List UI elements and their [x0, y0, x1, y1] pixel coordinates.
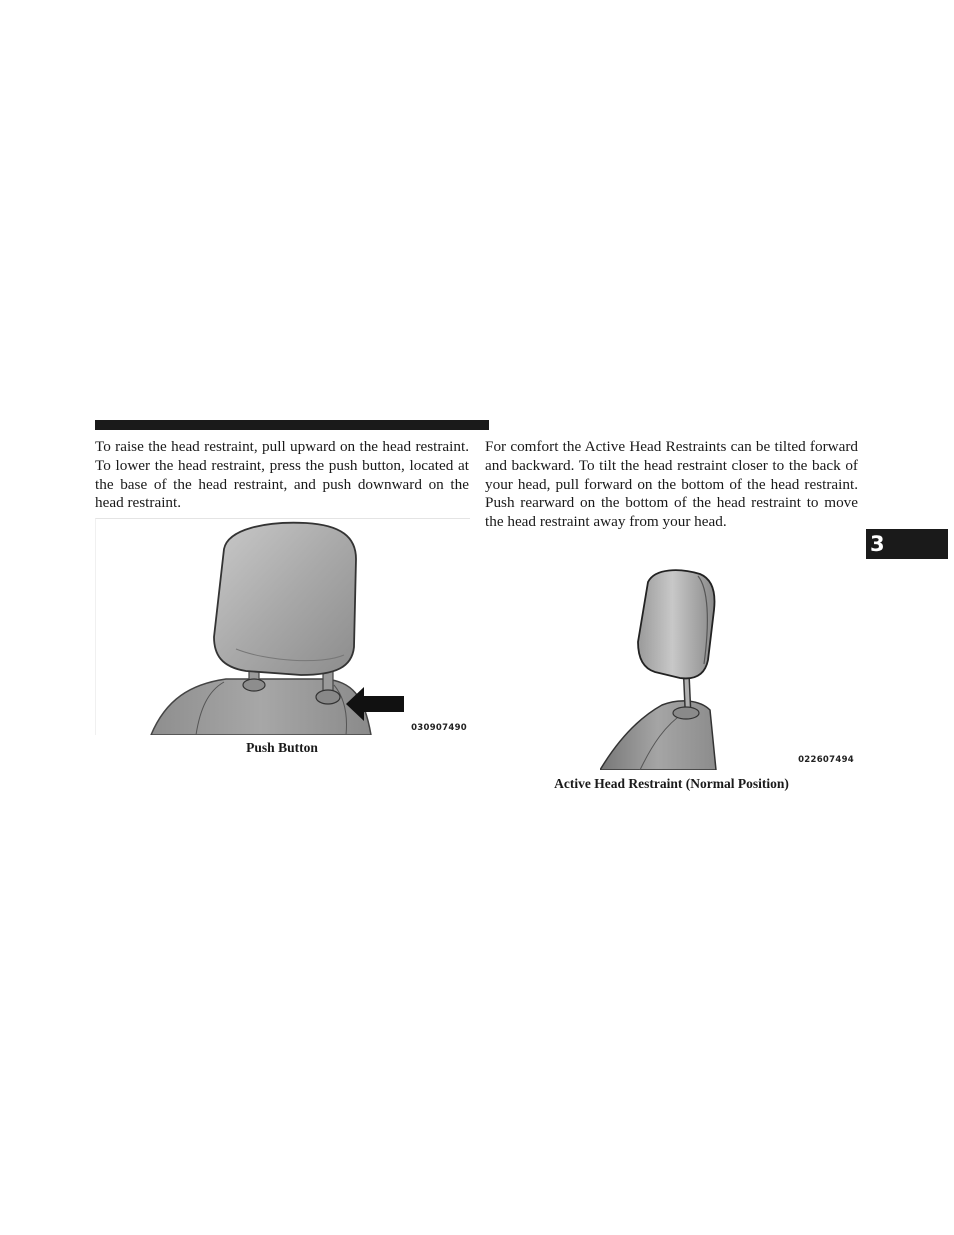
right-paragraph: For comfort the Active Head Restraints can be tilted forward and backward. To tilt the head restraint closer to the back of your head, pull forward on the bottom of the head restraint. Push rearward on the bottom of the head restraint to move the head restraint away from your head. [485, 438, 858, 531]
figure-code: 022607494 [798, 755, 854, 765]
push-button-figure [95, 518, 470, 735]
active-head-restraint-figure [600, 560, 858, 770]
active-head-restraint-illustration [600, 560, 858, 770]
head-restraint-illustration [96, 519, 470, 735]
left-paragraph: To raise the head restraint, pull upward on the head restraint. To lower the head restraint, press the push button, located at the base of the head restraint, and push downward on the head restraint. [95, 438, 469, 512]
figure-code: 030907490 [411, 723, 467, 733]
section-rule [95, 420, 489, 430]
push-button-caption: Push Button [246, 740, 318, 755]
active-head-restraint-caption: Active Head Restraint (Normal Position) [554, 776, 789, 791]
section-tab: 3 [866, 529, 948, 559]
